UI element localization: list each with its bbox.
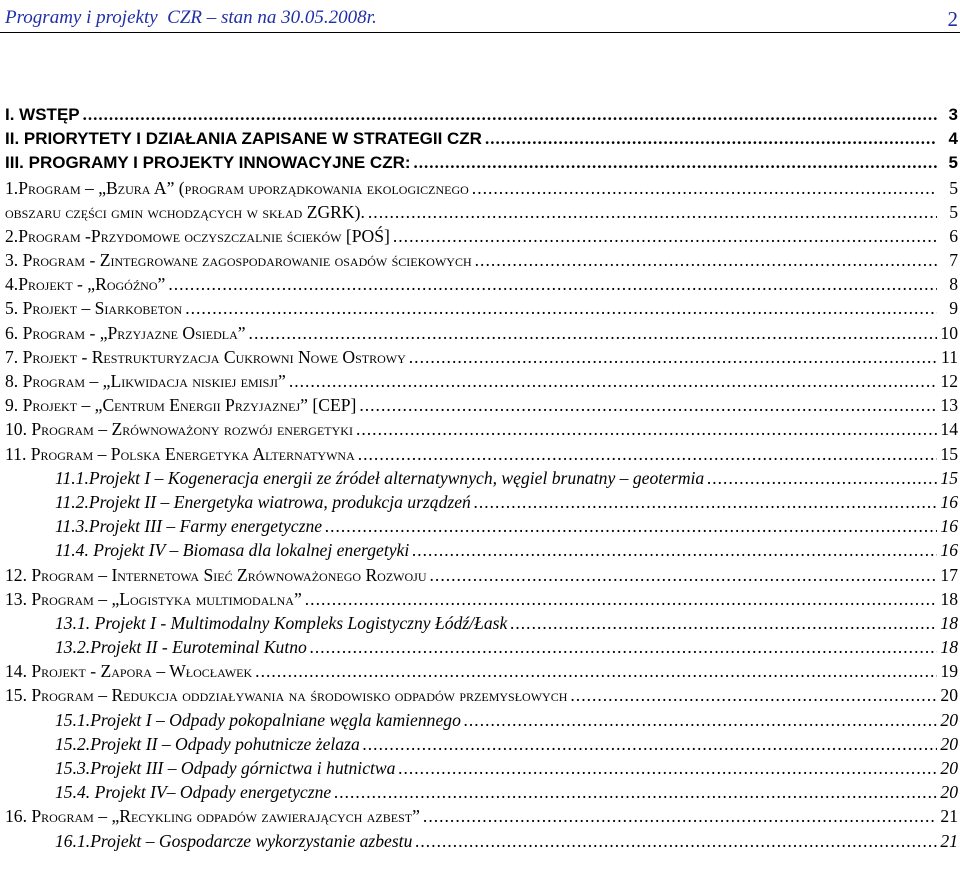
toc-entry-title: I. WSTĘP <box>5 104 80 124</box>
toc-entry-page: 20 <box>940 685 958 706</box>
header-divider <box>0 32 960 33</box>
toc-leader-dots <box>430 563 937 587</box>
toc-entry-page: 5 <box>948 153 958 173</box>
toc-leader-dots <box>570 683 937 707</box>
toc-entry-title: III. PROGRAMY I PROJEKTY INNOWACYJNE CZR: <box>5 153 411 173</box>
toc-entry-page: 20 <box>940 758 958 779</box>
toc-entry[interactable] <box>0 466 958 490</box>
toc-entry[interactable] <box>0 659 958 683</box>
toc-entry-title: II. PRIORYTETY I DZIAŁANIA ZAPISANE W STRATEGII CZR <box>5 129 482 149</box>
toc-entry-page: 15 <box>940 443 958 464</box>
toc-entry-page: 15 <box>940 467 958 488</box>
toc-entry-title: obszaru części gmin wchodzących w skład ZGRK). <box>5 201 365 222</box>
toc-leader-dots <box>363 732 937 756</box>
toc-entry-page: 21 <box>940 806 958 827</box>
toc-entry[interactable] <box>0 417 958 441</box>
header-title: Programy i projekty CZR – stan na 30.05.2008r. <box>5 7 377 28</box>
toc-entry-title: 16. Program – „Recykling odpadów zawierających azbest” <box>5 806 420 827</box>
toc-entry[interactable] <box>0 635 958 659</box>
toc-entry[interactable] <box>0 829 958 853</box>
toc-leader-dots <box>334 780 937 804</box>
toc-entry-page: 8 <box>949 274 958 295</box>
toc-leader-dots <box>359 393 937 417</box>
toc-entry-page: 6 <box>949 225 958 246</box>
toc-leader-dots <box>510 611 937 635</box>
toc-entry[interactable] <box>0 224 958 248</box>
toc-leader-dots <box>707 466 937 490</box>
toc-leader-dots <box>168 272 937 296</box>
toc-entry-page: 11 <box>941 346 958 367</box>
toc-entry-title: 13. Program – „Logistyka multimodalna” <box>5 588 302 609</box>
toc-leader-dots <box>475 248 937 272</box>
toc-entry-page: 12 <box>940 371 958 392</box>
toc-leader-dots <box>472 176 937 200</box>
toc-leader-dots <box>358 442 937 466</box>
toc-entry-page: 20 <box>940 733 958 754</box>
toc-entry-page: 16 <box>940 540 958 561</box>
toc-entry[interactable] <box>0 490 958 514</box>
header-page-number: 2 <box>947 7 958 31</box>
toc-entry[interactable] <box>0 756 958 780</box>
toc-entry[interactable] <box>0 151 958 175</box>
toc-leader-dots <box>464 708 937 732</box>
toc-entry-title: 3. Program - Zintegrowane zagospodarowanie osadów ściekowych <box>5 250 472 271</box>
toc-entry[interactable] <box>0 804 958 828</box>
toc-entry[interactable] <box>0 442 958 466</box>
toc-entry[interactable] <box>0 708 958 732</box>
toc-leader-dots <box>356 417 937 441</box>
toc-entry[interactable] <box>0 587 958 611</box>
toc-entry-title: 4.Projekt - „Rogóźno” <box>5 274 166 295</box>
toc-entry[interactable] <box>0 514 958 538</box>
toc-entry-title: 11.2.Projekt II – Energetyka wiatrowa, produkcja urządzeń <box>55 491 471 512</box>
toc-entry-title: 13.1. Projekt I - Multimodalny Kompleks Logistyczny Łódź/Łask <box>55 612 508 633</box>
toc-entry[interactable] <box>0 103 958 127</box>
toc-entry[interactable] <box>0 345 958 369</box>
toc-entry-title: 10. Program – Zrównoważony rozwój energetyki <box>5 419 353 440</box>
toc-leader-dots <box>393 224 937 248</box>
toc-leader-dots <box>83 103 937 127</box>
toc-entry-title: 15.3.Projekt III – Odpady górnictwa i hutnictwa <box>55 758 396 779</box>
toc-entry-title: 6. Program - „Przyjazne Osiedla” <box>5 322 246 343</box>
toc-entry-title: 15.1.Projekt I – Odpady pokopalniane węgla kamiennego <box>55 709 461 730</box>
toc-entry-page: 20 <box>940 709 958 730</box>
toc-entry-page: 5 <box>949 177 958 198</box>
toc-entry[interactable] <box>0 732 958 756</box>
toc-entry[interactable] <box>0 272 958 296</box>
toc-entry-title: 9. Projekt – „Centrum Energii Przyjaznej” [CEP] <box>5 395 357 416</box>
toc-leader-dots <box>368 200 937 224</box>
toc-entry[interactable] <box>0 176 958 200</box>
table-of-contents <box>0 103 958 853</box>
toc-leader-dots <box>310 635 937 659</box>
toc-entry-page: 13 <box>940 395 958 416</box>
toc-entry[interactable] <box>0 127 958 151</box>
toc-entry-title: 13.2.Projekt II - Euroteminal Kutno <box>55 637 307 658</box>
toc-entry[interactable] <box>0 780 958 804</box>
toc-entry-title: 1.Program – „Bzura A” (program uporządkowania ekologicznego <box>5 177 469 198</box>
toc-leader-dots <box>409 345 937 369</box>
toc-entry-title: 8. Program – „Likwidacja niskiej emisji” <box>5 371 286 392</box>
toc-entry-page: 16 <box>940 516 958 537</box>
toc-entry[interactable] <box>0 684 958 708</box>
toc-leader-dots <box>185 296 937 320</box>
toc-entry-page: 19 <box>940 661 958 682</box>
toc-entry-page: 14 <box>940 419 958 440</box>
toc-leader-dots <box>485 127 937 151</box>
toc-entry-page: 18 <box>940 637 958 658</box>
toc-entry-page: 17 <box>940 564 958 585</box>
toc-entry-title: 7. Projekt - Restrukturyzacja Cukrowni Nowe Ostrowy <box>5 346 406 367</box>
toc-entry-title: 5. Projekt – Siarkobeton <box>5 298 183 319</box>
toc-entry[interactable] <box>0 563 958 587</box>
toc-entry-page: 18 <box>940 612 958 633</box>
toc-entry[interactable] <box>0 321 958 345</box>
toc-entry-title: 11. Program – Polska Energetyka Alternatywna <box>5 443 355 464</box>
toc-entry[interactable] <box>0 369 958 393</box>
toc-entry-page: 16 <box>940 491 958 512</box>
toc-entry[interactable] <box>0 393 958 417</box>
toc-entry[interactable] <box>0 248 958 272</box>
toc-entry-page: 21 <box>940 830 958 851</box>
toc-entry-title: 2.Program -Przydomowe oczyszczalnie ścieków [POŚ] <box>5 225 390 246</box>
page-header <box>0 0 960 34</box>
toc-entry-page: 7 <box>949 250 958 271</box>
toc-entry-title: 15.2.Projekt II – Odpady pohutnicze żelaza <box>55 733 360 754</box>
toc-leader-dots <box>414 151 937 175</box>
toc-entry-page: 9 <box>949 298 958 319</box>
toc-leader-dots <box>415 829 937 853</box>
toc-entry-title: 12. Program – Internetowa Sieć Zrównoważonego Rozwoju <box>5 564 427 585</box>
toc-entry[interactable] <box>0 611 958 635</box>
toc-leader-dots <box>412 538 937 562</box>
toc-entry-page: 3 <box>948 104 958 124</box>
toc-leader-dots <box>474 490 937 514</box>
toc-leader-dots <box>325 514 937 538</box>
toc-entry-page: 10 <box>940 322 958 343</box>
toc-leader-dots <box>398 756 937 780</box>
toc-leader-dots <box>249 321 937 345</box>
toc-entry-page: 4 <box>948 129 958 149</box>
toc-leader-dots <box>423 804 937 828</box>
toc-leader-dots <box>289 369 937 393</box>
toc-entry-title: 14. Projekt - Zapora – Włocławek <box>5 661 253 682</box>
toc-entry-title: 15. Program – Redukcja oddziaływania na środowisko odpadów przemysłowych <box>5 685 568 706</box>
toc-entry[interactable] <box>0 297 958 321</box>
toc-leader-dots <box>305 587 937 611</box>
toc-entry-title: 16.1.Projekt – Gospodarcze wykorzystanie azbestu <box>55 830 413 851</box>
toc-entry[interactable] <box>0 200 958 224</box>
toc-entry-page: 20 <box>940 782 958 803</box>
toc-entry[interactable] <box>0 538 958 562</box>
toc-leader-dots <box>255 659 937 683</box>
toc-entry-title: 11.4. Projekt IV – Biomasa dla lokalnej energetyki <box>55 540 410 561</box>
toc-entry-title: 11.1.Projekt I – Kogeneracja energii ze źródeł alternatywnych, węgiel brunatny – geotermia <box>55 467 705 488</box>
toc-entry-page: 5 <box>949 201 958 222</box>
toc-entry-title: 11.3.Projekt III – Farmy energetyczne <box>55 516 323 537</box>
toc-entry-title: 15.4. Projekt IV– Odpady energetyczne <box>55 782 332 803</box>
toc-entry-page: 18 <box>940 588 958 609</box>
